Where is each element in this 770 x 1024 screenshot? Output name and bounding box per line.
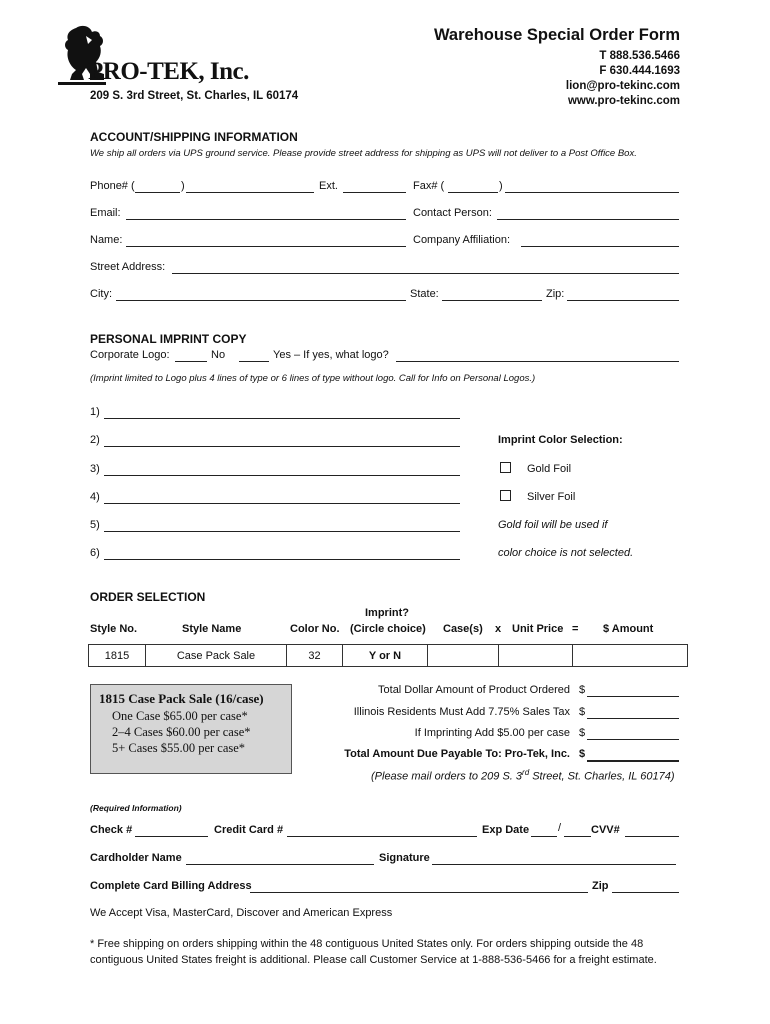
amount-cell[interactable] (573, 645, 687, 666)
price-line: One Case $65.00 per case* (112, 709, 248, 723)
cvv-field[interactable] (625, 836, 679, 837)
free-shipping-note: * Free shipping on orders shipping within the 48 contiguous United States only. For orders shipping outside the 48 contiguous United States freight is additional. Please call Customer Service at 1-888-536-5466 for a freight estimate. (90, 938, 657, 966)
fax-paren: ) (499, 180, 503, 192)
logo-no-field[interactable] (175, 361, 207, 362)
imprint-heading: PERSONAL IMPRINT COPY (90, 332, 247, 346)
zip-field[interactable] (567, 300, 679, 301)
billing-zip-label: Zip (592, 880, 609, 892)
check-label: Check # (90, 824, 133, 836)
phone-number: T 888.536.5466 (599, 50, 680, 62)
exp-month-field[interactable] (531, 836, 557, 837)
imprint-line-3-field[interactable] (104, 475, 460, 476)
imprint-note: (Imprint limited to Logo plus 4 lines of type or 6 lines of type without logo. Call for Info on Personal Logos.) (90, 373, 536, 384)
zip-label: Zip: (546, 288, 565, 300)
style-name-header: Style Name (182, 623, 242, 635)
imprint-line-label: 2) (90, 434, 100, 446)
state-label: State: (410, 288, 439, 300)
unit-price-header: Unit Price (512, 623, 564, 635)
imprint-line-4-field[interactable] (104, 503, 460, 504)
gold-default-note-continued: color choice is not selected. (498, 547, 634, 559)
affiliation-label: Company Affiliation: (413, 234, 511, 246)
color-no-cell: 32 (287, 645, 343, 666)
color-no-header: Color No. (290, 623, 340, 635)
product-total-field[interactable] (587, 696, 679, 697)
name-field[interactable] (126, 246, 406, 247)
imprint-line-label: 4) (90, 491, 100, 503)
gold-foil-label: Gold Foil (527, 463, 572, 475)
required-info-note: (Required Information) (90, 803, 182, 813)
order-table-row (88, 644, 688, 667)
fax-number: F 630.444.1693 (599, 65, 680, 77)
cardholder-label: Cardholder Name (90, 852, 182, 864)
company-name: PRO-TEK, Inc. (88, 58, 249, 85)
ext-field[interactable] (343, 192, 406, 193)
order-heading: ORDER SELECTION (90, 590, 206, 604)
billing-address-label: Complete Card Billing Address (90, 880, 252, 892)
unit-price-cell[interactable] (499, 645, 573, 666)
imprint-charge-dollar: $ (579, 727, 586, 739)
fax-label: Fax# ( (413, 180, 445, 192)
times-symbol: x (495, 623, 502, 635)
imprint-charge-label: If Imprinting Add $5.00 per case (414, 727, 570, 739)
total-due-dollar: $ (579, 748, 586, 760)
state-field[interactable] (442, 300, 542, 301)
cases-header: Case(s) (443, 623, 483, 635)
ext-label: Ext. (319, 180, 338, 192)
check-number-field[interactable] (135, 836, 208, 837)
contact-person-field[interactable] (497, 219, 679, 220)
silver-foil-checkbox[interactable] (500, 490, 511, 501)
which-logo-field[interactable] (396, 361, 679, 362)
amount-header: $ Amount (603, 623, 654, 635)
price-box-title: 1815 Case Pack Sale (16/case) (99, 691, 264, 706)
email-field[interactable] (126, 219, 406, 220)
imprint-line-1-field[interactable] (104, 418, 460, 419)
logo-yes-field[interactable] (239, 361, 269, 362)
exp-slash: / (558, 822, 562, 834)
name-label: Name: (90, 234, 123, 246)
imprint-line-6-field[interactable] (104, 559, 460, 560)
website: www.pro-tekinc.com (567, 95, 680, 107)
company-affiliation-field[interactable] (521, 246, 679, 247)
account-heading: ACCOUNT/SHIPPING INFORMATION (90, 130, 298, 144)
email-label: Email: (90, 207, 121, 219)
product-total-dollar: $ (579, 684, 586, 696)
gold-default-note: Gold foil will be used if (498, 519, 608, 531)
signature-field[interactable] (432, 864, 676, 865)
price-line: 2–4 Cases $60.00 per case* (112, 725, 251, 739)
total-due-field[interactable] (587, 760, 679, 762)
sales-tax-dollar: $ (579, 706, 586, 718)
imprint-line-2-field[interactable] (104, 446, 460, 447)
sales-tax-label: Illinois Residents Must Add 7.75% Sales Tax (353, 706, 570, 718)
fax-area-field[interactable] (448, 192, 498, 193)
company-address: 209 S. 3rd Street, St. Charles, IL 60174 (90, 90, 299, 102)
equals-symbol: = (572, 623, 579, 635)
street-address-field[interactable] (172, 273, 679, 274)
product-total-label: Total Dollar Amount of Product Ordered (378, 684, 570, 696)
phone-label: Phone# ( (90, 180, 135, 192)
billing-zip-field[interactable] (612, 892, 679, 893)
contact-label: Contact Person: (413, 207, 492, 219)
signature-label: Signature (379, 852, 430, 864)
imprint-choice-cell[interactable]: Y or N (343, 645, 428, 666)
corporate-logo-label: Corporate Logo: (90, 349, 170, 361)
credit-card-field[interactable] (287, 836, 477, 837)
cardholder-name-field[interactable] (186, 864, 374, 865)
logo-yes-label: Yes – If yes, what logo? (273, 349, 389, 361)
city-label: City: (90, 288, 112, 300)
exp-year-field[interactable] (564, 836, 591, 837)
mail-instructions: (Please mail orders to 209 S. 3rd Street, St. Charles, IL 60174) (371, 768, 675, 783)
shipping-note: We ship all orders via UPS ground service. Please provide street address for shipping as UPS will not deliver to a Post Office Box. (90, 148, 637, 159)
price-info-box (90, 684, 292, 774)
sales-tax-field[interactable] (587, 718, 679, 719)
gold-foil-checkbox[interactable] (500, 462, 511, 473)
imprint-charge-field[interactable] (587, 739, 679, 740)
style-no-header: Style No. (90, 623, 138, 635)
billing-address-field[interactable] (250, 892, 588, 893)
cases-cell[interactable] (428, 645, 499, 666)
email-address: lion@pro-tekinc.com (565, 80, 680, 92)
silver-foil-label: Silver Foil (527, 491, 576, 503)
phone-field[interactable] (186, 192, 314, 193)
accepted-cards-note: We Accept Visa, MasterCard, Discover and American Express (90, 907, 393, 919)
circle-choice-header: (Circle choice) (350, 623, 426, 635)
imprint-line-label: 6) (90, 547, 100, 559)
imprint-line-5-field[interactable] (104, 531, 460, 532)
credit-card-label: Credit Card # (214, 824, 284, 836)
imprint-line-label: 1) (90, 406, 100, 418)
city-field[interactable] (116, 300, 406, 301)
style-name-cell: Case Pack Sale (146, 645, 287, 666)
cvv-label: CVV# (591, 824, 620, 836)
street-label: Street Address: (90, 261, 166, 273)
phone-paren: ) (181, 180, 185, 192)
imprint-column-header: Imprint? (365, 607, 409, 619)
imprint-color-heading: Imprint Color Selection: (498, 434, 623, 446)
style-no-cell: 1815 (89, 645, 146, 666)
price-line: 5+ Cases $55.00 per case* (112, 741, 246, 755)
phone-area-field[interactable] (135, 192, 180, 193)
title-block (434, 26, 680, 109)
total-due-label: Total Amount Due Payable To: Pro-Tek, Inc. (344, 748, 570, 760)
imprint-line-label: 5) (90, 519, 100, 531)
logo-no-label: No (211, 349, 226, 361)
form-title: Warehouse Special Order Form (433, 26, 680, 44)
fax-field[interactable] (505, 192, 679, 193)
exp-date-label: Exp Date (482, 824, 530, 836)
imprint-line-label: 3) (90, 463, 100, 475)
